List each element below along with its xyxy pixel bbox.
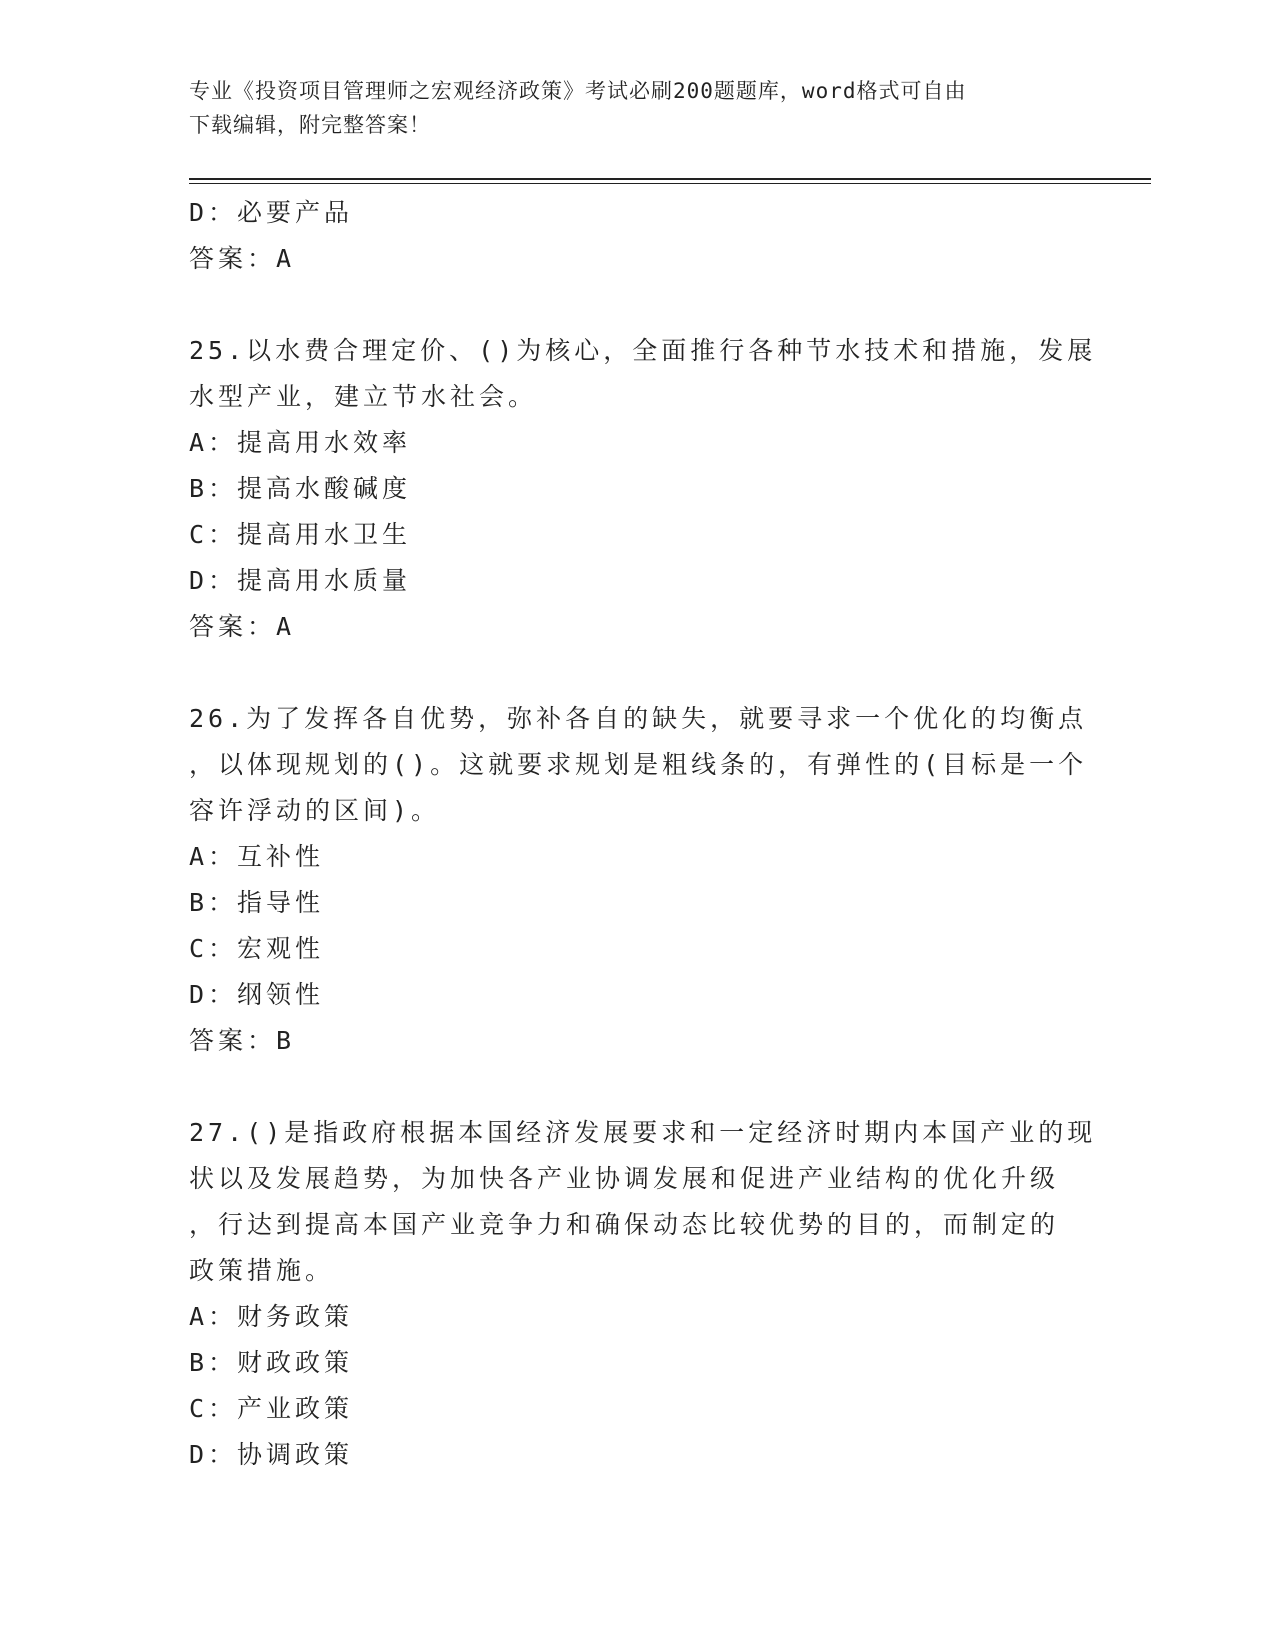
question-text-line: 水型产业，建立节水社会。 — [189, 382, 538, 411]
question-text-line: 26.为了发挥各自优势，弥补各自的缺失，就要寻求一个优化的均衡点 — [189, 704, 1088, 733]
question-26-text — [189, 696, 1089, 834]
option-a: A：提高用水效率 — [189, 428, 412, 457]
document-header — [189, 74, 1069, 142]
option-b: B：提高水酸碱度 — [189, 474, 412, 503]
option-d: D：提高用水质量 — [189, 566, 412, 595]
spacer — [189, 282, 1089, 328]
option-d: D：协调政策 — [189, 1440, 354, 1469]
question-text-line: 25.以水费合理定价、()为核心，全面推行各种节水技术和措施，发展 — [189, 336, 1097, 365]
header-divider-thick — [189, 178, 1151, 180]
option-c: C：宏观性 — [189, 934, 325, 963]
option-a: A：财务政策 — [189, 1302, 354, 1331]
answer: 答案：A — [189, 612, 296, 641]
carryover-option-d: D：必要产品 — [189, 198, 354, 227]
carryover-answer: 答案：A — [189, 244, 296, 273]
spacer — [189, 1064, 1089, 1110]
header-line-2: 下载编辑，附完整答案！ — [189, 113, 431, 137]
answer: 答案：B — [189, 1026, 296, 1055]
question-text-line: ，以体现规划的()。这就要求规划是粗线条的，有弹性的(目标是一个 — [189, 750, 1088, 779]
option-a: A：互补性 — [189, 842, 325, 871]
header-line-1: 专业《投资项目管理师之宏观经济政策》考试必刷200题题库，word格式可自由 — [189, 79, 967, 103]
header-divider-thin — [189, 183, 1151, 184]
option-c: C：产业政策 — [189, 1394, 354, 1423]
question-27 — [189, 1110, 1097, 1478]
question-27-text — [189, 1110, 1097, 1294]
question-text-line: 政策措施。 — [189, 1256, 335, 1285]
question-text-line: 容许浮动的区间)。 — [189, 796, 441, 825]
question-content — [189, 190, 1097, 1478]
option-b: B：财政政策 — [189, 1348, 354, 1377]
question-26 — [189, 696, 1089, 1064]
spacer — [189, 650, 1089, 696]
question-text-line: 27.()是指政府根据本国经济发展要求和一定经济时期内本国产业的现 — [189, 1118, 1097, 1147]
question-25-text — [189, 328, 1097, 420]
question-text-line: ，行达到提高本国产业竞争力和确保动态比较优势的目的，而制定的 — [189, 1210, 1060, 1239]
option-c: C：提高用水卫生 — [189, 520, 412, 549]
question-25 — [189, 328, 1097, 650]
question-text-line: 状以及发展趋势，为加快各产业协调发展和促进产业结构的优化升级 — [189, 1164, 1060, 1193]
option-d: D：纲领性 — [189, 980, 325, 1009]
option-b: B：指导性 — [189, 888, 325, 917]
